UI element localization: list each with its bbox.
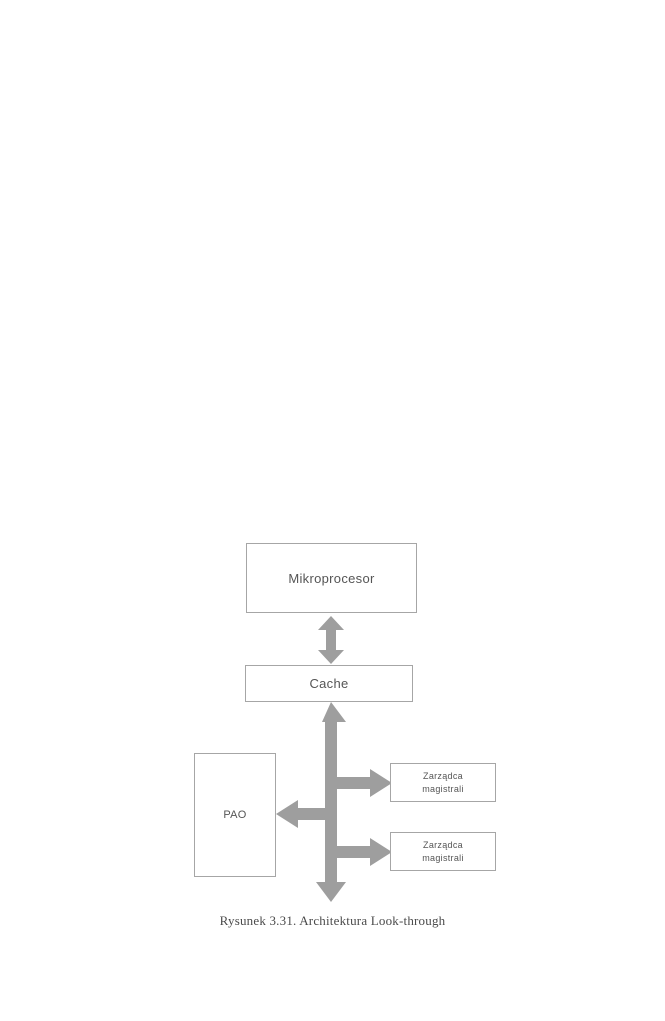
arrow-bus-zarzadca-2 (330, 836, 392, 868)
node-zarzadca-2-label-line2: magistrali (422, 852, 464, 863)
node-cache (245, 665, 413, 702)
node-zarzadca-1-label-line2: magistrali (422, 783, 464, 794)
arrow-bus-pao (276, 798, 336, 830)
arrow-bus-zarzadca-1 (330, 767, 392, 799)
node-zarzadca-2-label-line1: Zarządca (423, 840, 463, 851)
node-zarzadca-1-label-line1: Zarządca (423, 771, 463, 782)
node-zarzadca-magistrali-2 (390, 832, 496, 871)
node-mikroprocesor-label: Mikroprocesor (288, 570, 375, 586)
arrow-mikroprocesor-cache (316, 616, 346, 664)
figure-caption: Rysunek 3.31. Architektura Look-through (219, 913, 446, 928)
node-mikroprocesor (246, 543, 417, 613)
node-cache-label: Cache (309, 676, 349, 691)
node-pao-label: PAO (223, 809, 247, 821)
node-zarzadca-magistrali-1 (390, 763, 496, 802)
node-pao (194, 753, 276, 877)
